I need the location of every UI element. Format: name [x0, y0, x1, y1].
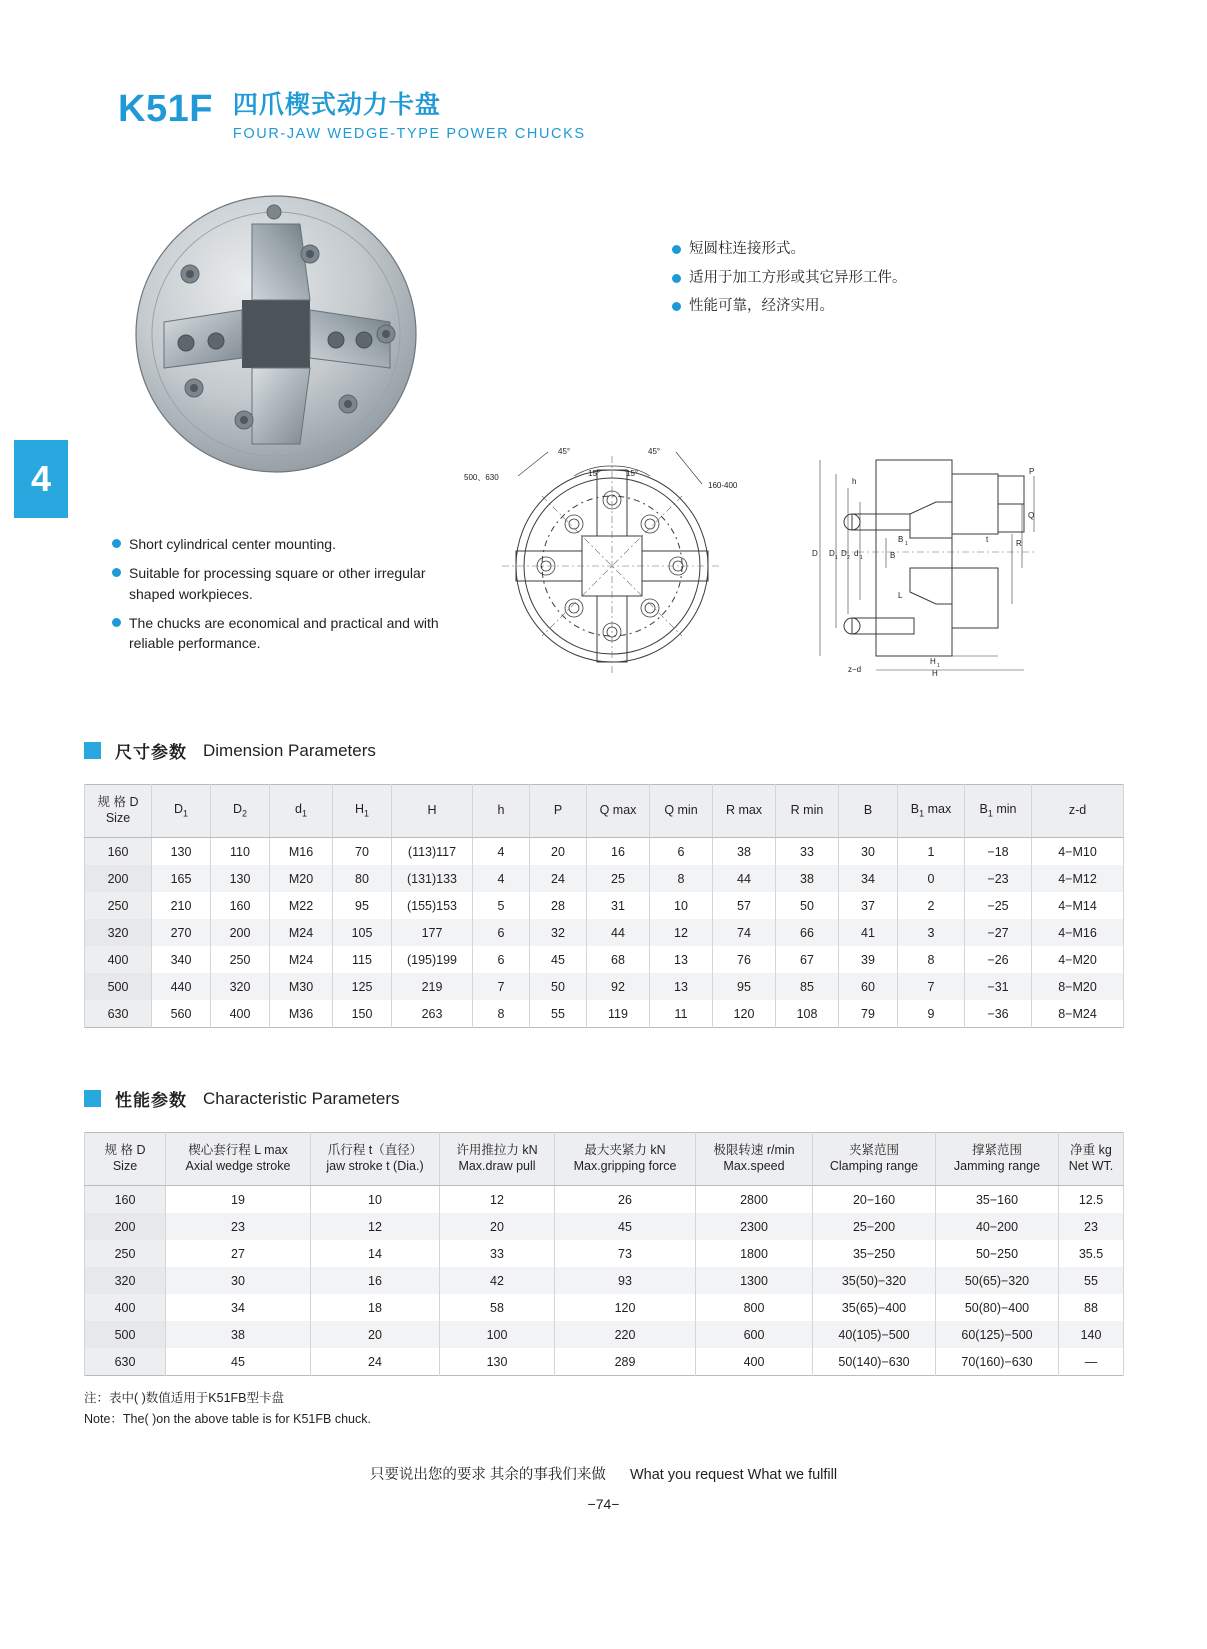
col-d1-small: $d_1$: [270, 785, 333, 838]
cell: 4−M16: [1032, 919, 1124, 946]
cell: 35−160: [936, 1186, 1059, 1214]
table-row: [85, 1186, 1124, 1214]
cell: −23: [965, 865, 1032, 892]
cell: 500: [85, 973, 152, 1000]
cell: 16: [587, 838, 650, 866]
col-h1: $H_1$: [333, 785, 392, 838]
cell: 88: [1059, 1294, 1124, 1321]
section-title-en: Dimension Parameters: [203, 740, 376, 760]
cell: 12: [440, 1186, 555, 1214]
cell: 38: [166, 1321, 311, 1348]
list-item: [672, 297, 1002, 317]
chapter-tab: [14, 440, 68, 518]
cell: 560: [152, 1000, 211, 1028]
cell: 58: [440, 1294, 555, 1321]
cell: 20−160: [813, 1186, 936, 1214]
cell: 10: [311, 1186, 440, 1214]
page-title-en: FOUR-JAW WEDGE-TYPE POWER CHUCKS: [232, 125, 586, 142]
cell: 30: [166, 1267, 311, 1294]
cell: 93: [555, 1267, 696, 1294]
cell: 4−M20: [1032, 946, 1124, 973]
table-row: [85, 1267, 1124, 1294]
cell: 50(80)−400: [936, 1294, 1059, 1321]
svg-text:H: H: [930, 657, 936, 666]
cell: M24: [270, 946, 333, 973]
front-view-drawing: [462, 418, 762, 688]
cell: 34: [166, 1294, 311, 1321]
table-row: [85, 973, 1124, 1000]
cell: 67: [776, 946, 839, 973]
cell: 160: [85, 1186, 166, 1214]
cell: 2300: [696, 1213, 813, 1240]
section-marker-icon: [84, 742, 101, 759]
cell: 79: [839, 1000, 898, 1028]
col-max-speed: 极限转速 r/min Max.speed: [696, 1133, 813, 1186]
col-p: P: [530, 785, 587, 838]
cell: 160: [211, 892, 270, 919]
cell: 57: [713, 892, 776, 919]
col-b: B: [839, 785, 898, 838]
cell: 16: [311, 1267, 440, 1294]
svg-text:H: H: [932, 669, 938, 678]
page-header: [118, 90, 586, 142]
svg-text:z−d: z−d: [848, 665, 862, 674]
cell: 440: [152, 973, 211, 1000]
table-row: [85, 1213, 1124, 1240]
cell: (195)199: [392, 946, 473, 973]
svg-text:1: 1: [905, 541, 908, 547]
cell: 74: [713, 919, 776, 946]
cell: (113)117: [392, 838, 473, 866]
list-item: [112, 563, 472, 604]
cell: 4−M14: [1032, 892, 1124, 919]
cell: 50: [530, 973, 587, 1000]
bullet-dot-icon: [112, 568, 121, 577]
cell: 24: [311, 1348, 440, 1376]
cell: 119: [587, 1000, 650, 1028]
cell: 177: [392, 919, 473, 946]
svg-text:45°: 45°: [648, 447, 661, 456]
cell: 50−250: [936, 1240, 1059, 1267]
cell: 130: [440, 1348, 555, 1376]
footer-slogan: [0, 1463, 1207, 1484]
dimension-table-body: [85, 838, 1124, 1028]
cell: 50: [776, 892, 839, 919]
cell: 150: [333, 1000, 392, 1028]
cell: 108: [776, 1000, 839, 1028]
col-rmax: R max: [713, 785, 776, 838]
cell: 37: [839, 892, 898, 919]
front-view-svg: [462, 418, 762, 688]
cell: 165: [152, 865, 211, 892]
svg-text:D: D: [829, 549, 835, 558]
features-list-cn: [672, 240, 1002, 326]
table-row: [85, 1000, 1124, 1028]
feature-text: Suitable for processing square or other irregular shaped workpieces.: [129, 565, 426, 602]
cell: 130: [211, 865, 270, 892]
page-title-cn: 四爪楔式动力卡盘: [232, 91, 441, 119]
cell: 41: [839, 919, 898, 946]
cell: 7: [473, 973, 530, 1000]
cell: 20: [311, 1321, 440, 1348]
cell: 68: [587, 946, 650, 973]
col-clamping-range: 夹紧范围 Clamping range: [813, 1133, 936, 1186]
features-list-en: [112, 534, 472, 662]
col-h: H: [392, 785, 473, 838]
cell: (131)133: [392, 865, 473, 892]
cell: 35.5: [1059, 1240, 1124, 1267]
col-net-weight: 净重 kg Net WT.: [1059, 1133, 1124, 1186]
cell: −31: [965, 973, 1032, 1000]
cell: —: [1059, 1348, 1124, 1376]
cell: 100: [440, 1321, 555, 1348]
cell: 400: [211, 1000, 270, 1028]
cell: 60: [839, 973, 898, 1000]
cell: 120: [713, 1000, 776, 1028]
section-header-characteristic: [84, 1086, 400, 1111]
bullet-dot-icon: [112, 618, 121, 627]
list-item: [672, 240, 1002, 260]
side-view-svg: [790, 418, 1050, 688]
cell: 8: [650, 865, 713, 892]
cell: 18: [311, 1294, 440, 1321]
svg-text:h: h: [852, 477, 857, 486]
cell: 45: [555, 1213, 696, 1240]
cell: 8−M20: [1032, 973, 1124, 1000]
svg-text:d: d: [854, 549, 859, 558]
cell: 7: [898, 973, 965, 1000]
cell: 55: [1059, 1267, 1124, 1294]
cell: 250: [211, 946, 270, 973]
cell: M20: [270, 865, 333, 892]
cell: 400: [85, 946, 152, 973]
table-row: [85, 946, 1124, 973]
table-row: [85, 1348, 1124, 1376]
cell: 85: [776, 973, 839, 1000]
cell: 30: [839, 838, 898, 866]
svg-text:L: L: [898, 591, 903, 600]
model-code: K51F: [118, 88, 213, 130]
cell: 95: [713, 973, 776, 1000]
cell: 340: [152, 946, 211, 973]
cell: 630: [85, 1348, 166, 1376]
svg-text:D: D: [841, 549, 847, 558]
list-item: [112, 613, 472, 654]
bullet-dot-icon: [672, 274, 681, 283]
cell: 8−M24: [1032, 1000, 1124, 1028]
cell: 4: [473, 838, 530, 866]
svg-text:1: 1: [860, 555, 863, 561]
svg-text:1: 1: [835, 555, 838, 561]
cell: −18: [965, 838, 1032, 866]
cell: 2800: [696, 1186, 813, 1214]
cell: 35(65)−400: [813, 1294, 936, 1321]
col-d1: $D_1$: [152, 785, 211, 838]
cell: 11: [650, 1000, 713, 1028]
cell: M16: [270, 838, 333, 866]
cell: 140: [1059, 1321, 1124, 1348]
cell: 92: [587, 973, 650, 1000]
svg-text:160-400: 160-400: [708, 481, 738, 490]
table-header-row: [85, 785, 1124, 838]
col-d2: $D_2$: [211, 785, 270, 838]
cell: 13: [650, 973, 713, 1000]
feature-text: The chucks are economical and practical and with reliable performance.: [129, 614, 439, 652]
cell: 50(140)−630: [813, 1348, 936, 1376]
cell: 600: [696, 1321, 813, 1348]
cell: 200: [85, 1213, 166, 1240]
col-h-small: h: [473, 785, 530, 838]
cell: 6: [650, 838, 713, 866]
cell: 14: [311, 1240, 440, 1267]
cell: M24: [270, 919, 333, 946]
cell: 0: [898, 865, 965, 892]
svg-text:500、630: 500、630: [464, 473, 499, 482]
cell: 160: [85, 838, 152, 866]
cell: 33: [440, 1240, 555, 1267]
cell: 125: [333, 973, 392, 1000]
cell: 24: [530, 865, 587, 892]
col-zd: z-d: [1032, 785, 1124, 838]
title-block: [233, 90, 586, 142]
product-photo: [124, 182, 424, 482]
cell: (155)153: [392, 892, 473, 919]
feature-text: 性能可靠，经济实用。: [689, 298, 834, 315]
cell: 270: [152, 919, 211, 946]
cell: 20: [530, 838, 587, 866]
cell: −26: [965, 946, 1032, 973]
cell: 200: [211, 919, 270, 946]
cell: 13: [650, 946, 713, 973]
cell: 12: [650, 919, 713, 946]
cell: 35(50)−320: [813, 1267, 936, 1294]
cell: 40(105)−500: [813, 1321, 936, 1348]
cell: 66: [776, 919, 839, 946]
characteristic-table-body: [85, 1186, 1124, 1376]
cell: 27: [166, 1240, 311, 1267]
feature-text: 短圆柱连接形式。: [689, 241, 805, 257]
side-view-drawing: [790, 418, 1050, 688]
svg-text:t: t: [986, 535, 989, 544]
bullet-dot-icon: [672, 302, 681, 311]
cell: 70(160)−630: [936, 1348, 1059, 1376]
svg-text:1: 1: [937, 663, 940, 669]
svg-text:B: B: [890, 551, 896, 560]
cell: 289: [555, 1348, 696, 1376]
cell: 19: [166, 1186, 311, 1214]
cell: 38: [713, 838, 776, 866]
cell: 35−250: [813, 1240, 936, 1267]
bullet-dot-icon: [112, 539, 121, 548]
svg-text:15°: 15°: [626, 469, 639, 478]
cell: 28: [530, 892, 587, 919]
col-max-gripping-force: 最大夹紧力 kN Max.gripping force: [555, 1133, 696, 1186]
cell: 630: [85, 1000, 152, 1028]
cell: 4−M12: [1032, 865, 1124, 892]
cell: 8: [898, 946, 965, 973]
cell: 6: [473, 946, 530, 973]
note-cn: 注：表中( )数值适用于K51FB型卡盘: [84, 1391, 285, 1405]
svg-text:Q: Q: [1028, 511, 1035, 520]
svg-text:15°: 15°: [588, 469, 601, 478]
cell: 10: [650, 892, 713, 919]
cell: 12: [311, 1213, 440, 1240]
cell: 219: [392, 973, 473, 1000]
cell: 320: [211, 973, 270, 1000]
section-header-dimension: [84, 738, 376, 763]
cell: 250: [85, 892, 152, 919]
chuck-photo-illustration: [124, 182, 424, 482]
section-title-cn: 尺寸参数: [115, 743, 187, 762]
cell: 38: [776, 865, 839, 892]
cell: −36: [965, 1000, 1032, 1028]
footer-slogan-en: What you request What we fulfill: [629, 1467, 838, 1483]
cell: 320: [85, 919, 152, 946]
cell: 250: [85, 1240, 166, 1267]
cell: 8: [473, 1000, 530, 1028]
cell: 33: [776, 838, 839, 866]
cell: 55: [530, 1000, 587, 1028]
table-header-row: [85, 1133, 1124, 1186]
cell: 400: [696, 1348, 813, 1376]
cell: M36: [270, 1000, 333, 1028]
note-en: Note：The( )on the above table is for K51FB chuck.: [84, 1412, 371, 1427]
cell: 1800: [696, 1240, 813, 1267]
col-axial-wedge-stroke: 楔心套行程 L max Axial wedge stroke: [166, 1133, 311, 1186]
list-item: [672, 269, 1002, 289]
cell: −27: [965, 919, 1032, 946]
section-title-cn: 性能参数: [115, 1091, 187, 1110]
cell: 800: [696, 1294, 813, 1321]
svg-text:45°: 45°: [558, 447, 571, 456]
footer-slogan-cn: 只要说出您的要求 其余的事我们来做: [369, 1467, 606, 1483]
cell: 1300: [696, 1267, 813, 1294]
cell: −25: [965, 892, 1032, 919]
cell: 220: [555, 1321, 696, 1348]
table-row: [85, 838, 1124, 866]
cell: 45: [530, 946, 587, 973]
col-max-draw-pull: 许用推拉力 kN Max.draw pull: [440, 1133, 555, 1186]
cell: 73: [555, 1240, 696, 1267]
cell: 500: [85, 1321, 166, 1348]
cell: 2: [898, 892, 965, 919]
cell: 120: [555, 1294, 696, 1321]
characteristic-parameters-table: [84, 1132, 1124, 1376]
svg-text:2: 2: [847, 555, 850, 561]
cell: 25: [587, 865, 650, 892]
cell: 20: [440, 1213, 555, 1240]
cell: 130: [152, 838, 211, 866]
table-notes: [84, 1388, 371, 1431]
cell: M30: [270, 973, 333, 1000]
cell: 9: [898, 1000, 965, 1028]
cell: 5: [473, 892, 530, 919]
table-row: [85, 1321, 1124, 1348]
cell: 44: [587, 919, 650, 946]
cell: 4−M10: [1032, 838, 1124, 866]
cell: 39: [839, 946, 898, 973]
cell: 115: [333, 946, 392, 973]
cell: 95: [333, 892, 392, 919]
cell: 42: [440, 1267, 555, 1294]
cell: 60(125)−500: [936, 1321, 1059, 1348]
cell: 210: [152, 892, 211, 919]
cell: 3: [898, 919, 965, 946]
cell: 31: [587, 892, 650, 919]
cell: 44: [713, 865, 776, 892]
svg-text:P: P: [1029, 467, 1035, 476]
cell: 110: [211, 838, 270, 866]
cell: 50(65)−320: [936, 1267, 1059, 1294]
table-row: [85, 865, 1124, 892]
cell: 1: [898, 838, 965, 866]
svg-text:D: D: [812, 549, 818, 558]
cell: 200: [85, 865, 152, 892]
bullet-dot-icon: [672, 245, 681, 254]
page-number: −74−: [587, 1496, 620, 1512]
cell: 4: [473, 865, 530, 892]
cell: 32: [530, 919, 587, 946]
col-b1max: $B_1$ max: [898, 785, 965, 838]
list-item: [112, 534, 472, 554]
cell: 25−200: [813, 1213, 936, 1240]
section-title-en: Characteristic Parameters: [203, 1088, 400, 1108]
cell: 45: [166, 1348, 311, 1376]
dimension-parameters-table: [84, 784, 1124, 1028]
cell: 34: [839, 865, 898, 892]
cell: 400: [85, 1294, 166, 1321]
table-row: [85, 919, 1124, 946]
cell: 320: [85, 1267, 166, 1294]
col-qmax: Q max: [587, 785, 650, 838]
cell: 76: [713, 946, 776, 973]
col-qmin: Q min: [650, 785, 713, 838]
cell: 40−200: [936, 1213, 1059, 1240]
col-size: 规 格 D Size: [85, 785, 152, 838]
cell: M22: [270, 892, 333, 919]
col-jamming-range: 撑紧范围 Jamming range: [936, 1133, 1059, 1186]
table-row: [85, 1294, 1124, 1321]
cell: 26: [555, 1186, 696, 1214]
table-row: [85, 892, 1124, 919]
svg-text:R: R: [1016, 539, 1022, 548]
feature-text: Short cylindrical center mounting.: [129, 536, 336, 552]
cell: 6: [473, 919, 530, 946]
cell: 23: [1059, 1213, 1124, 1240]
feature-text: 适用于加工方形或其它异形工件。: [689, 269, 907, 286]
svg-text:B: B: [898, 535, 904, 544]
cell: 12.5: [1059, 1186, 1124, 1214]
table-row: [85, 1240, 1124, 1267]
col-jaw-stroke: 爪行程 t（直径） jaw stroke t (Dia.): [311, 1133, 440, 1186]
cell: 263: [392, 1000, 473, 1028]
cell: 23: [166, 1213, 311, 1240]
section-marker-icon: [84, 1090, 101, 1107]
chapter-number: 4: [30, 458, 52, 499]
cell: 80: [333, 865, 392, 892]
col-size: 规 格 D Size: [85, 1133, 166, 1186]
col-rmin: R min: [776, 785, 839, 838]
col-b1min: $B_1$ min: [965, 785, 1032, 838]
cell: 70: [333, 838, 392, 866]
cell: 105: [333, 919, 392, 946]
